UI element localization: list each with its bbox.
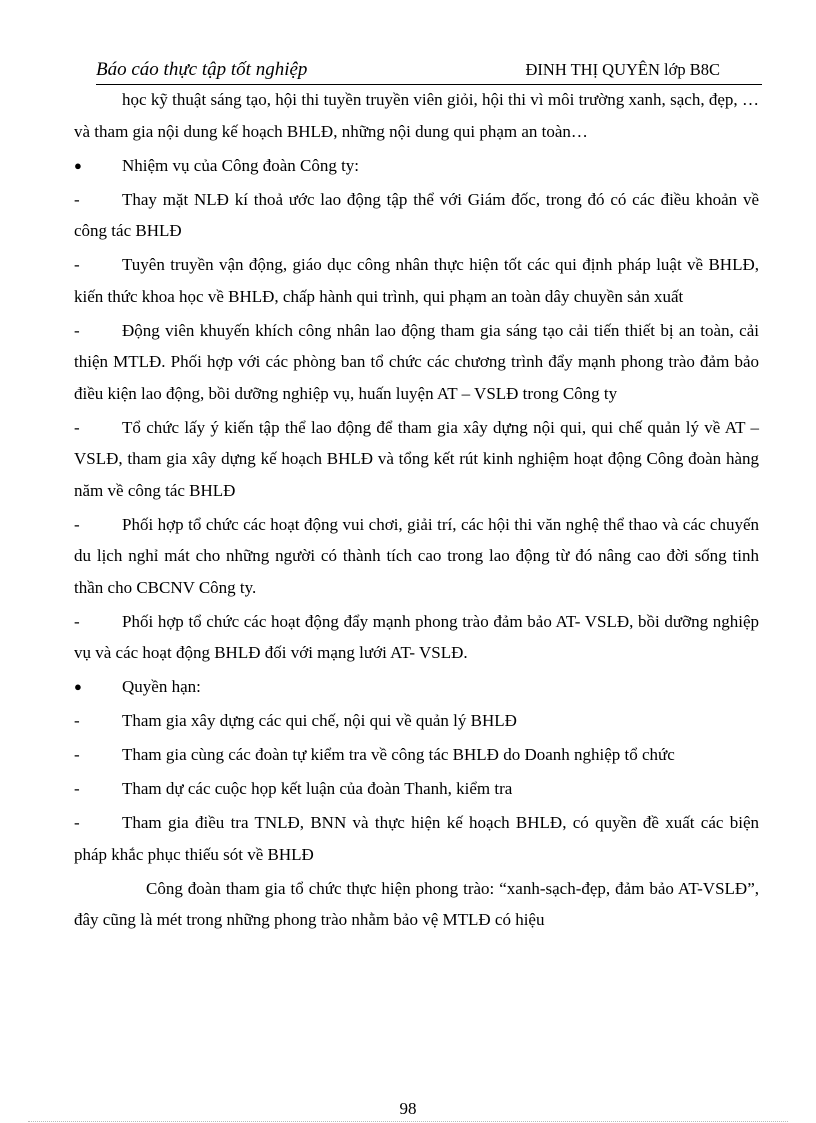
bullet-marker: ● xyxy=(74,157,82,173)
list-item-text: Động viên khuyến khích công nhân lao động tham gia sáng tạo cải tiến thiết bị an toàn, cải thiện MTLĐ. Phối hợp với các phòng ban tổ chức các chương trình đẩy mạnh phong trào đảm bảo điều kiện lao động, bồi dưỡng nghiệp vụ, huấn luyện AT – VSLĐ trong Công ty xyxy=(74,320,759,403)
dash-marker: - xyxy=(74,711,80,730)
list-item-text: Phối hợp tổ chức các hoạt động vui chơi, giải trí, các hội thi văn nghệ thể thao và các chuyến du lịch nghỉ mát cho những người có thành tích cao trong lao động từ đó nâng cao đời sống tinh thần cho CBCNV Công ty. xyxy=(74,514,759,597)
dash-marker: - xyxy=(74,255,80,274)
list-item-text: Tham gia xây dựng các qui chế, nội qui về quản lý BHLĐ xyxy=(122,711,517,730)
list-item-text: Tham gia cùng các đoàn tự kiểm tra về công tác BHLĐ do Doanh nghiệp tổ chức xyxy=(122,745,675,764)
bullet-marker: ● xyxy=(74,679,82,694)
list-item-text: Tham dự các cuộc họp kết luận của đoàn Thanh, kiểm tra xyxy=(122,779,513,798)
list-item xyxy=(74,739,759,771)
dash-marker: - xyxy=(74,189,80,209)
list-item xyxy=(74,509,759,604)
section2-title: Quyền hạn: xyxy=(122,677,201,696)
list-item-text: Tuyên truyền vận động, giáo dục công nhân thực hiện tốt các qui định pháp luật về BHLĐ, kiến thức khoa học về BHLĐ, chấp hành qui trình, qui phạm an toàn dây chuyền sản xuất xyxy=(74,255,759,306)
dash-marker: - xyxy=(74,611,80,631)
report-title: Báo cáo thực tập tốt nghiệp xyxy=(96,59,308,80)
list-item xyxy=(74,705,759,737)
list-item xyxy=(74,412,759,507)
dash-marker: - xyxy=(74,417,80,437)
dash-marker: - xyxy=(74,745,80,764)
list-item xyxy=(74,315,759,410)
dash-marker: - xyxy=(74,779,80,798)
section1-title: Nhiệm vụ của Công đoàn Công ty: xyxy=(122,155,360,175)
section1-heading-row xyxy=(74,150,759,182)
page-number: 98 xyxy=(399,1099,417,1118)
intro-paragraph xyxy=(74,84,759,147)
author-info: ĐINH THỊ QUYÊN lớp B8C xyxy=(525,60,720,79)
list-item-text: Thay mặt NLĐ kí thoả ước lao động tập thể với Giám đốc, trong đó có các điều khoản về công tác BHLĐ xyxy=(74,189,759,240)
dash-marker: - xyxy=(74,813,80,832)
list-item-text: Tổ chức lấy ý kiến tập thể lao động để tham gia xây dựng nội qui, qui chế quản lý về AT – VSLĐ, tham gia xây dựng kế hoạch BHLĐ và tổng kết rút kinh nghiệm hoạt động Công đoàn hàng năm về công tác BHLĐ xyxy=(74,417,759,500)
document-body xyxy=(74,84,759,938)
footer-divider xyxy=(28,1121,788,1122)
dash-marker: - xyxy=(74,514,80,534)
list-item xyxy=(74,773,759,805)
closing-paragraph xyxy=(74,873,759,936)
list-item xyxy=(74,807,759,870)
page-header xyxy=(96,58,760,84)
dash-marker: - xyxy=(74,320,80,340)
list-item-text: Phối hợp tổ chức các hoạt động đẩy mạnh phong trào đảm bảo AT- VSLĐ, bồi dưỡng nghiệp vụ và các hoạt động BHLĐ đối với mạng lưới AT- VSLĐ. xyxy=(74,611,759,662)
closing-text: Công đoàn tham gia tổ chức thực hiện phong trào: “xanh-sạch-đẹp, đảm bảo AT-VSLĐ”, đây cũng là mét trong những phong trào nhằm bảo vệ MTLĐ có hiệu xyxy=(74,878,759,929)
section2-heading-row xyxy=(74,671,759,703)
list-item xyxy=(74,249,759,312)
list-item xyxy=(74,184,759,247)
list-item xyxy=(74,606,759,669)
intro-text: học kỹ thuật sáng tạo, hội thi tuyền truyền viên giỏi, hội thi vì môi trường xanh, sạch, đẹp, …và tham gia nội dung kế hoạch BHLĐ, những nội dung qui phạm an toàn… xyxy=(74,90,759,141)
list-item-text: Tham gia điều tra TNLĐ, BNN và thực hiện kế hoạch BHLĐ, có quyền đề xuất các biện pháp khắc phục thiếu sót về BHLĐ xyxy=(74,813,759,864)
